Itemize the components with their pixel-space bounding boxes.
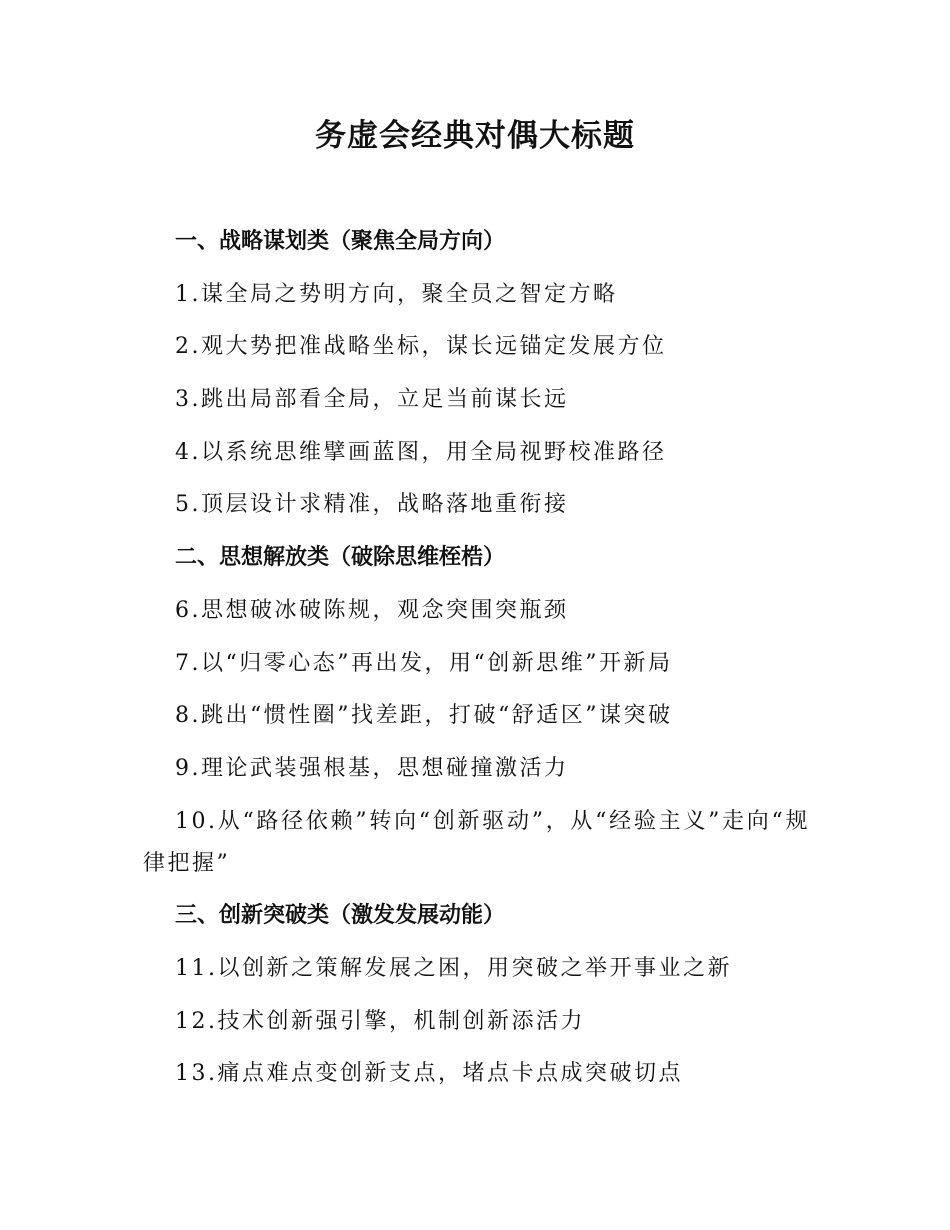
- section-heading: 一、战略谋划类（聚焦全局方向）: [175, 229, 506, 254]
- section-strategy: [143, 225, 810, 522]
- document-body: [143, 225, 810, 1110]
- list-item: 3.跳出局部看全局，立足当前谋长远: [175, 387, 569, 413]
- section-thinking: [143, 541, 810, 884]
- section-heading: 二、思想解放类（破除思维桎梏）: [175, 545, 506, 571]
- list-item: 7.以“归零心态”再出发，用“创新思维”开新局: [175, 650, 673, 676]
- list-item: 1.谋全局之势明方向，聚全员之智定方略: [175, 281, 618, 307]
- list-item: 6.思想破冰破陈规，观念突围突瓶颈: [175, 597, 569, 623]
- list-item: 9.理论武装强根基，思想碰撞激活力: [175, 755, 569, 781]
- list-item: 13.痛点难点变创新支点，堵点卡点成突破切点: [175, 1061, 683, 1087]
- list-item: 8.跳出“惯性圈”找差距，打破“舒适区”谋突破: [175, 703, 673, 729]
- document-title: 务虚会经典对偶大标题: [315, 118, 635, 154]
- list-item: 11.以创新之策解发展之困，用突破之举开事业之新: [175, 955, 732, 981]
- section-heading: 三、创新突破类（激发发展动能）: [175, 903, 506, 929]
- list-item: 10.从“路径依赖”转向“创新驱动”，从“经验主义”走向“规律把握”: [143, 808, 810, 876]
- list-item: 4.以系统思维擘画蓝图，用全局视野校准路径: [175, 439, 667, 465]
- section-innovation: [143, 899, 810, 1091]
- list-item: 2.观大势把准战略坐标，谋长远锚定发展方位: [175, 334, 667, 360]
- list-item: 5.顶层设计求精准，战略落地重衔接: [175, 492, 569, 518]
- list-item: 12.技术创新强引擎，机制创新添活力: [175, 1008, 585, 1034]
